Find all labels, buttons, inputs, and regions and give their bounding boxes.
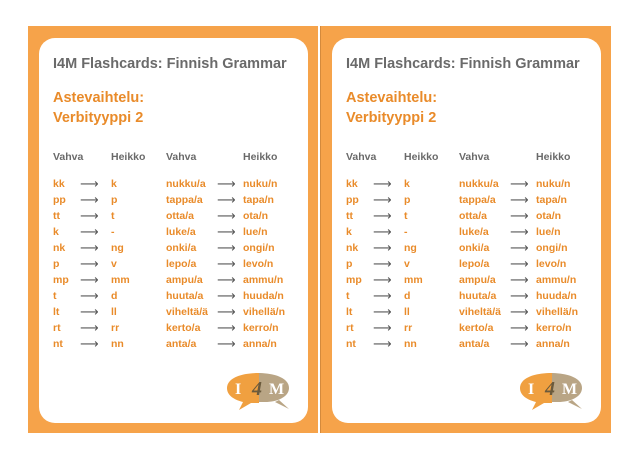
flashcard-right — [332, 38, 601, 423]
arrow-icon: ⟶ — [510, 272, 529, 287]
heading-line-1: Astevaihtelu: — [346, 90, 438, 106]
arrow-icon: ⟶ — [217, 304, 236, 319]
strong-grade-cell: lt — [346, 306, 353, 318]
arrow-icon: ⟶ — [80, 272, 99, 287]
strong-verb-cell: huuta/a — [166, 290, 204, 302]
weak-verb-cell: ammu/n — [243, 274, 284, 286]
arrow-icon: ⟶ — [510, 176, 529, 191]
weak-grade-cell: ll — [404, 306, 410, 318]
logo-letter-m: M — [269, 381, 285, 398]
strong-verb-cell: nukku/a — [166, 178, 206, 190]
gradation-table — [39, 178, 308, 354]
strong-verb-cell: anta/a — [166, 338, 197, 350]
weak-verb-cell: tapa/n — [536, 194, 567, 206]
strong-verb-cell: nukku/a — [459, 178, 499, 190]
column-header-weak: Heikko — [111, 151, 146, 163]
arrow-icon: ⟶ — [217, 192, 236, 207]
heading-line-2: Verbityyppi 2 — [346, 110, 437, 126]
weak-verb-cell: vihellä/n — [536, 306, 579, 318]
weak-verb-cell: levo/n — [536, 258, 567, 270]
arrow-icon: ⟶ — [510, 304, 529, 319]
strong-verb-cell: kerto/a — [459, 322, 494, 334]
logo-digit-4: 4 — [545, 378, 555, 400]
arrow-icon: ⟶ — [217, 240, 236, 255]
arrow-icon: ⟶ — [80, 320, 99, 335]
weak-verb-cell: anna/n — [243, 338, 277, 350]
weak-verb-cell: nuku/n — [243, 178, 278, 190]
weak-grade-cell: d — [404, 290, 411, 302]
strong-grade-cell: pp — [346, 194, 359, 206]
weak-verb-cell: nuku/n — [536, 178, 571, 190]
strong-grade-cell: t — [346, 290, 350, 302]
weak-verb-cell: huuda/n — [536, 290, 577, 302]
arrow-icon: ⟶ — [80, 304, 99, 319]
weak-grade-cell: v — [111, 258, 117, 270]
arrow-icon: ⟶ — [510, 208, 529, 223]
arrow-icon: ⟶ — [373, 336, 392, 351]
strong-verb-cell: lepo/a — [166, 258, 197, 270]
strong-grade-cell: k — [53, 226, 59, 238]
arrow-icon: ⟶ — [373, 176, 392, 191]
logo-letter-i: I — [528, 381, 535, 398]
weak-grade-cell: - — [111, 226, 115, 238]
strong-grade-cell: nt — [53, 338, 63, 350]
arrow-icon: ⟶ — [217, 256, 236, 271]
arrow-icon: ⟶ — [217, 336, 236, 351]
card-title: I4M Flashcards: Finnish Grammar — [346, 56, 580, 72]
weak-verb-cell: ota/n — [536, 210, 562, 222]
strong-verb-cell: ampu/a — [166, 274, 203, 286]
weak-verb-cell: ongi/n — [243, 242, 275, 254]
arrow-icon: ⟶ — [80, 336, 99, 351]
strong-verb-cell: tappa/a — [459, 194, 496, 206]
arrow-icon: ⟶ — [80, 256, 99, 271]
arrow-icon: ⟶ — [217, 272, 236, 287]
weak-grade-cell: ng — [404, 242, 417, 254]
weak-grade-cell: nn — [111, 338, 124, 350]
arrow-icon: ⟶ — [373, 320, 392, 335]
strong-grade-cell: mp — [346, 274, 362, 286]
strong-verb-cell: otta/a — [166, 210, 195, 222]
weak-grade-cell: nn — [404, 338, 417, 350]
strong-verb-cell: viheltä/ä — [459, 306, 502, 318]
flashcard-left — [39, 38, 308, 423]
weak-grade-cell: mm — [111, 274, 130, 286]
column-header-strong: Vahva — [346, 151, 377, 163]
arrow-icon: ⟶ — [217, 208, 236, 223]
weak-grade-cell: v — [404, 258, 410, 270]
strong-verb-cell: anta/a — [459, 338, 490, 350]
arrow-icon: ⟶ — [373, 288, 392, 303]
arrow-icon: ⟶ — [80, 208, 99, 223]
arrow-icon: ⟶ — [217, 320, 236, 335]
strong-grade-cell: kk — [346, 178, 358, 190]
arrow-icon: ⟶ — [373, 256, 392, 271]
strong-grade-cell: lt — [53, 306, 60, 318]
arrow-icon: ⟶ — [510, 256, 529, 271]
gradation-table — [332, 178, 601, 354]
weak-grade-cell: ng — [111, 242, 124, 254]
arrow-icon: ⟶ — [373, 272, 392, 287]
strong-grade-cell: kk — [53, 178, 65, 190]
strong-verb-cell: kerto/a — [166, 322, 201, 334]
strong-verb-cell: luke/a — [459, 226, 489, 238]
weak-grade-cell: k — [404, 178, 410, 190]
card-heading — [346, 88, 437, 128]
weak-verb-cell: tapa/n — [243, 194, 274, 206]
weak-verb-cell: kerro/n — [243, 322, 279, 334]
logo-digit-4: 4 — [252, 378, 262, 400]
weak-grade-cell: ll — [111, 306, 117, 318]
table-row — [332, 338, 601, 354]
card-heading — [53, 88, 144, 128]
weak-verb-cell: ammu/n — [536, 274, 577, 286]
arrow-icon: ⟶ — [510, 320, 529, 335]
logo-letter-i: I — [235, 381, 242, 398]
strong-grade-cell: rt — [53, 322, 61, 334]
table-row — [39, 338, 308, 354]
arrow-icon: ⟶ — [510, 288, 529, 303]
strong-verb-cell: onki/a — [166, 242, 197, 254]
arrow-icon: ⟶ — [510, 240, 529, 255]
heading-line-2: Verbityyppi 2 — [53, 110, 144, 126]
flashcard-frame-left — [28, 26, 318, 433]
arrow-icon: ⟶ — [217, 288, 236, 303]
arrow-icon: ⟶ — [80, 288, 99, 303]
i4m-logo — [512, 369, 592, 411]
arrow-icon: ⟶ — [217, 176, 236, 191]
strong-grade-cell: t — [53, 290, 57, 302]
arrow-icon: ⟶ — [510, 336, 529, 351]
strong-verb-cell: ampu/a — [459, 274, 496, 286]
column-header-weak-verb: Heikko — [536, 151, 571, 163]
column-header-strong: Vahva — [53, 151, 84, 163]
strong-grade-cell: tt — [53, 210, 60, 222]
arrow-icon: ⟶ — [217, 224, 236, 239]
logo-letter-m: M — [562, 381, 578, 398]
arrow-icon: ⟶ — [373, 224, 392, 239]
strong-grade-cell: p — [346, 258, 353, 270]
strong-verb-cell: luke/a — [166, 226, 196, 238]
strong-verb-cell: huuta/a — [459, 290, 497, 302]
i4m-logo — [219, 369, 299, 411]
column-header-weak: Heikko — [404, 151, 439, 163]
weak-verb-cell: kerro/n — [536, 322, 572, 334]
weak-grade-cell: t — [404, 210, 408, 222]
weak-verb-cell: ota/n — [243, 210, 269, 222]
strong-grade-cell: pp — [53, 194, 66, 206]
heading-line-1: Astevaihtelu: — [53, 90, 145, 106]
weak-verb-cell: levo/n — [243, 258, 274, 270]
weak-verb-cell: anna/n — [536, 338, 570, 350]
column-header-weak-verb: Heikko — [243, 151, 278, 163]
card-title: I4M Flashcards: Finnish Grammar — [53, 56, 287, 72]
strong-grade-cell: mp — [53, 274, 69, 286]
arrow-icon: ⟶ — [510, 224, 529, 239]
strong-verb-cell: tappa/a — [166, 194, 203, 206]
arrow-icon: ⟶ — [510, 192, 529, 207]
strong-verb-cell: viheltä/ä — [166, 306, 209, 318]
weak-grade-cell: d — [111, 290, 118, 302]
weak-grade-cell: rr — [404, 322, 413, 334]
weak-verb-cell: lue/n — [536, 226, 561, 238]
flashcard-frame-right — [320, 26, 611, 433]
column-header-strong-verb: Vahva — [166, 151, 197, 163]
strong-grade-cell: nk — [346, 242, 359, 254]
weak-grade-cell: mm — [404, 274, 423, 286]
weak-verb-cell: ongi/n — [536, 242, 568, 254]
strong-grade-cell: p — [53, 258, 60, 270]
arrow-icon: ⟶ — [80, 192, 99, 207]
weak-grade-cell: t — [111, 210, 115, 222]
strong-verb-cell: lepo/a — [459, 258, 490, 270]
weak-grade-cell: - — [404, 226, 408, 238]
weak-verb-cell: huuda/n — [243, 290, 284, 302]
weak-verb-cell: lue/n — [243, 226, 268, 238]
column-header-strong-verb: Vahva — [459, 151, 490, 163]
weak-verb-cell: vihellä/n — [243, 306, 286, 318]
weak-grade-cell: p — [404, 194, 411, 206]
strong-grade-cell: rt — [346, 322, 354, 334]
strong-grade-cell: k — [346, 226, 352, 238]
weak-grade-cell: k — [111, 178, 117, 190]
strong-grade-cell: nk — [53, 242, 66, 254]
arrow-icon: ⟶ — [80, 240, 99, 255]
arrow-icon: ⟶ — [80, 224, 99, 239]
weak-grade-cell: p — [111, 194, 118, 206]
strong-verb-cell: onki/a — [459, 242, 490, 254]
arrow-icon: ⟶ — [373, 208, 392, 223]
strong-grade-cell: tt — [346, 210, 353, 222]
arrow-icon: ⟶ — [373, 240, 392, 255]
strong-grade-cell: nt — [346, 338, 356, 350]
strong-verb-cell: otta/a — [459, 210, 488, 222]
arrow-icon: ⟶ — [80, 176, 99, 191]
arrow-icon: ⟶ — [373, 192, 392, 207]
weak-grade-cell: rr — [111, 322, 120, 334]
arrow-icon: ⟶ — [373, 304, 392, 319]
